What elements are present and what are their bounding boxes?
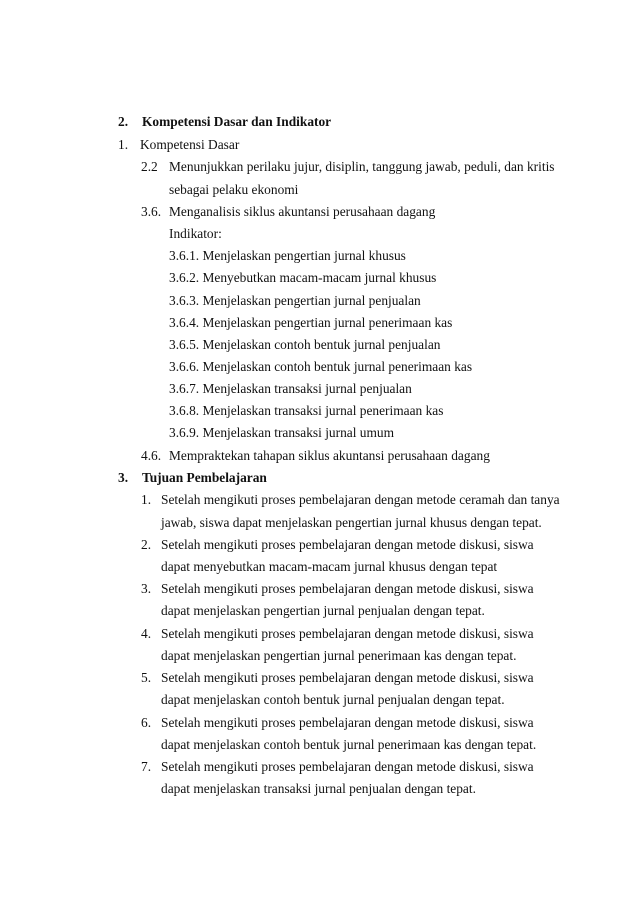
- section-2-title: Kompetensi Dasar dan Indikator: [142, 114, 332, 129]
- kd-number: 3.6.: [141, 204, 162, 219]
- kd-text-continuation: sebagai pelaku ekonomi: [169, 182, 299, 197]
- kd-number: 4.6.: [141, 448, 162, 463]
- tujuan-item: [141, 715, 534, 731]
- tujuan-number: 3.: [141, 581, 152, 596]
- tujuan-text: Setelah mengikuti proses pembelajaran dengan metode diskusi, siswa: [161, 626, 534, 641]
- indikator-item: 3.6.7. Menjelaskan transaksi jurnal penjualan: [169, 381, 412, 396]
- tujuan-item: [141, 492, 560, 508]
- kompetensi-dasar-title: Kompetensi Dasar: [140, 137, 240, 152]
- kompetensi-dasar-number: 1.: [118, 137, 129, 152]
- kd-text: Menunjukkan perilaku jujur, disiplin, tanggung jawab, peduli, dan kritis: [169, 159, 555, 174]
- kd-text: Mempraktekan tahapan siklus akuntansi perusahaan dagang: [169, 448, 490, 463]
- tujuan-text: Setelah mengikuti proses pembelajaran dengan metode diskusi, siswa: [161, 537, 534, 552]
- indikator-item: 3.6.3. Menjelaskan pengertian jurnal penjualan: [169, 293, 421, 308]
- tujuan-item: [141, 537, 534, 553]
- tujuan-number: 7.: [141, 759, 152, 774]
- tujuan-text-continuation: dapat menjelaskan pengertian jurnal penjualan dengan tepat.: [161, 603, 485, 618]
- tujuan-number: 6.: [141, 715, 152, 730]
- tujuan-text-continuation: dapat menjelaskan contoh bentuk jurnal penerimaan kas dengan tepat.: [161, 737, 537, 752]
- kd-number: 2.2: [141, 159, 158, 174]
- tujuan-item: [141, 581, 534, 597]
- tujuan-text-continuation: dapat menjelaskan contoh bentuk jurnal penjualan dengan tepat.: [161, 692, 505, 707]
- indikator-item: 3.6.6. Menjelaskan contoh bentuk jurnal penerimaan kas: [169, 359, 473, 374]
- section-3-title: Tujuan Pembelajaran: [142, 470, 267, 485]
- tujuan-text: Setelah mengikuti proses pembelajaran dengan metode diskusi, siswa: [161, 759, 534, 774]
- kd-item: [141, 448, 490, 464]
- indikator-item: 3.6.2. Menyebutkan macam-macam jurnal khusus: [169, 270, 437, 285]
- section-2-heading: [118, 114, 331, 130]
- tujuan-text-continuation: dapat menjelaskan pengertian jurnal penerimaan kas dengan tepat.: [161, 648, 517, 663]
- section-3-heading: [118, 470, 267, 486]
- indikator-item: 3.6.8. Menjelaskan transaksi jurnal penerimaan kas: [169, 403, 444, 418]
- section-2-number: 2.: [118, 114, 129, 129]
- kompetensi-dasar-heading: [118, 137, 239, 153]
- tujuan-item: [141, 759, 534, 775]
- tujuan-text: Setelah mengikuti proses pembelajaran dengan metode ceramah dan tanya: [161, 492, 560, 507]
- indikator-item: 3.6.9. Menjelaskan transaksi jurnal umum: [169, 425, 394, 440]
- tujuan-text-continuation: jawab, siswa dapat menjelaskan pengertian jurnal khusus dengan tepat.: [161, 515, 542, 530]
- indikator-label: Indikator:: [169, 226, 222, 241]
- kd-item: [141, 204, 435, 220]
- tujuan-item: [141, 670, 534, 686]
- kd-text: Menganalisis siklus akuntansi perusahaan dagang: [169, 204, 436, 219]
- tujuan-text: Setelah mengikuti proses pembelajaran dengan metode diskusi, siswa: [161, 715, 534, 730]
- tujuan-text-continuation: dapat menyebutkan macam-macam jurnal khusus dengan tepat: [161, 559, 498, 574]
- kd-item: [141, 159, 555, 175]
- indikator-item: 3.6.1. Menjelaskan pengertian jurnal khusus: [169, 248, 406, 263]
- tujuan-item: [141, 626, 534, 642]
- section-3-number: 3.: [118, 470, 129, 485]
- tujuan-number: 1.: [141, 492, 152, 507]
- indikator-item: 3.6.5. Menjelaskan contoh bentuk jurnal penjualan: [169, 337, 441, 352]
- tujuan-number: 4.: [141, 626, 152, 641]
- tujuan-text-continuation: dapat menjelaskan transaksi jurnal penjualan dengan tepat.: [161, 781, 476, 796]
- tujuan-text: Setelah mengikuti proses pembelajaran dengan metode diskusi, siswa: [161, 670, 534, 685]
- tujuan-number: 2.: [141, 537, 152, 552]
- tujuan-number: 5.: [141, 670, 152, 685]
- indikator-item: 3.6.4. Menjelaskan pengertian jurnal penerimaan kas: [169, 315, 453, 330]
- tujuan-text: Setelah mengikuti proses pembelajaran dengan metode diskusi, siswa: [161, 581, 534, 596]
